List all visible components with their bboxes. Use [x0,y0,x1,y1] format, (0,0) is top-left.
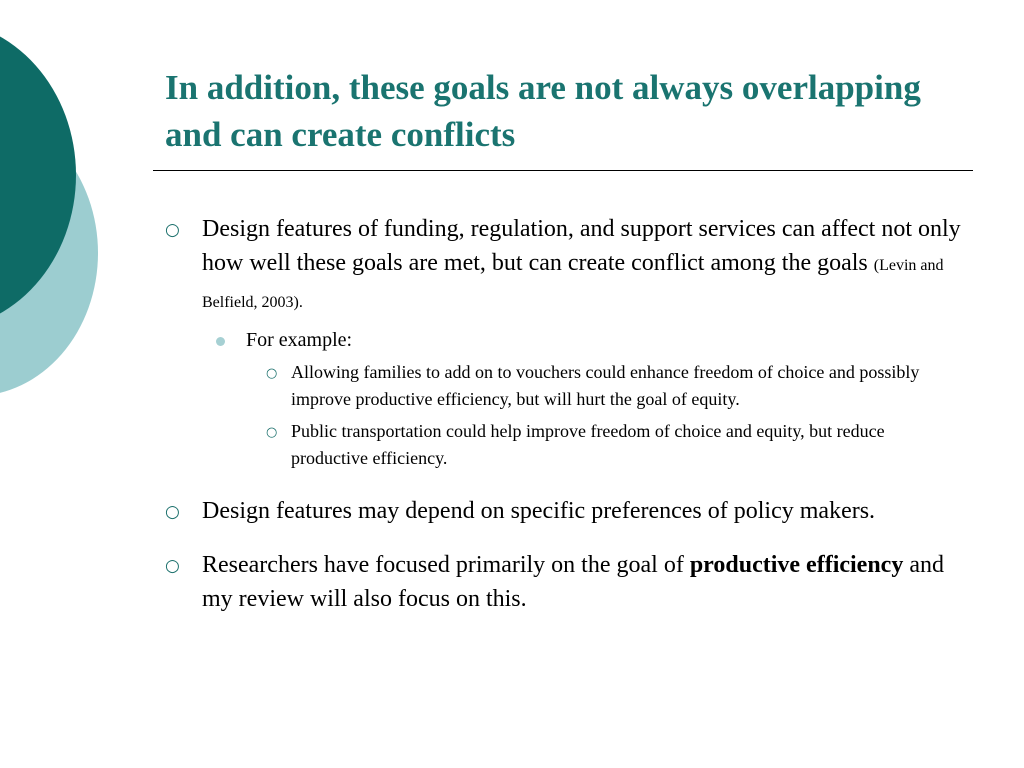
bullet-design-features-conflict [165,212,965,320]
hollow-circle-bullet-icon: ○ [165,502,180,522]
hollow-circle-bullet-icon: ○ [266,425,278,440]
hollow-circle-bullet-icon: ○ [266,366,278,381]
slide-title: In addition, these goals are not always overlapping and can create conflicts [165,68,921,154]
bullet-policy-makers [165,494,965,528]
example-text: Allowing families to add on to vouchers could enhance freedom of choice and possibly improve productive efficiency, but will hurt the goal of equity. [291,362,920,409]
sub-bullet-text: For example: [246,329,353,351]
dot-bullet-icon [216,337,225,346]
citation-period: . [298,294,303,311]
example-vouchers [266,359,965,413]
example-public-transportation [266,418,965,472]
title-divider [153,170,973,171]
citation: (Levin and Belfield, 2003) [202,257,944,311]
bullet-text-before: Researchers have focused primarily on the goal of [202,552,684,578]
bullet-productive-efficiency [165,548,965,616]
example-text: Public transportation could help improve freedom of choice and equity, but reduce productive efficiency. [291,421,885,468]
hollow-circle-bullet-icon: ○ [165,220,180,240]
bullet-text-after: and my review will also focus on this. [202,552,944,612]
sub-bullet-for-example [210,326,965,354]
slide-body [165,212,965,616]
emphasis-productive-efficiency: productive efficiency [689,552,904,578]
bullet-text: Design features of funding, regulation, and support services can affect not only how well these goals are met, but can create conflict among the goals [202,216,961,276]
bullet-text: Design features may depend on specific preferences of policy makers. [202,498,876,524]
hollow-circle-bullet-icon: ○ [165,556,180,576]
